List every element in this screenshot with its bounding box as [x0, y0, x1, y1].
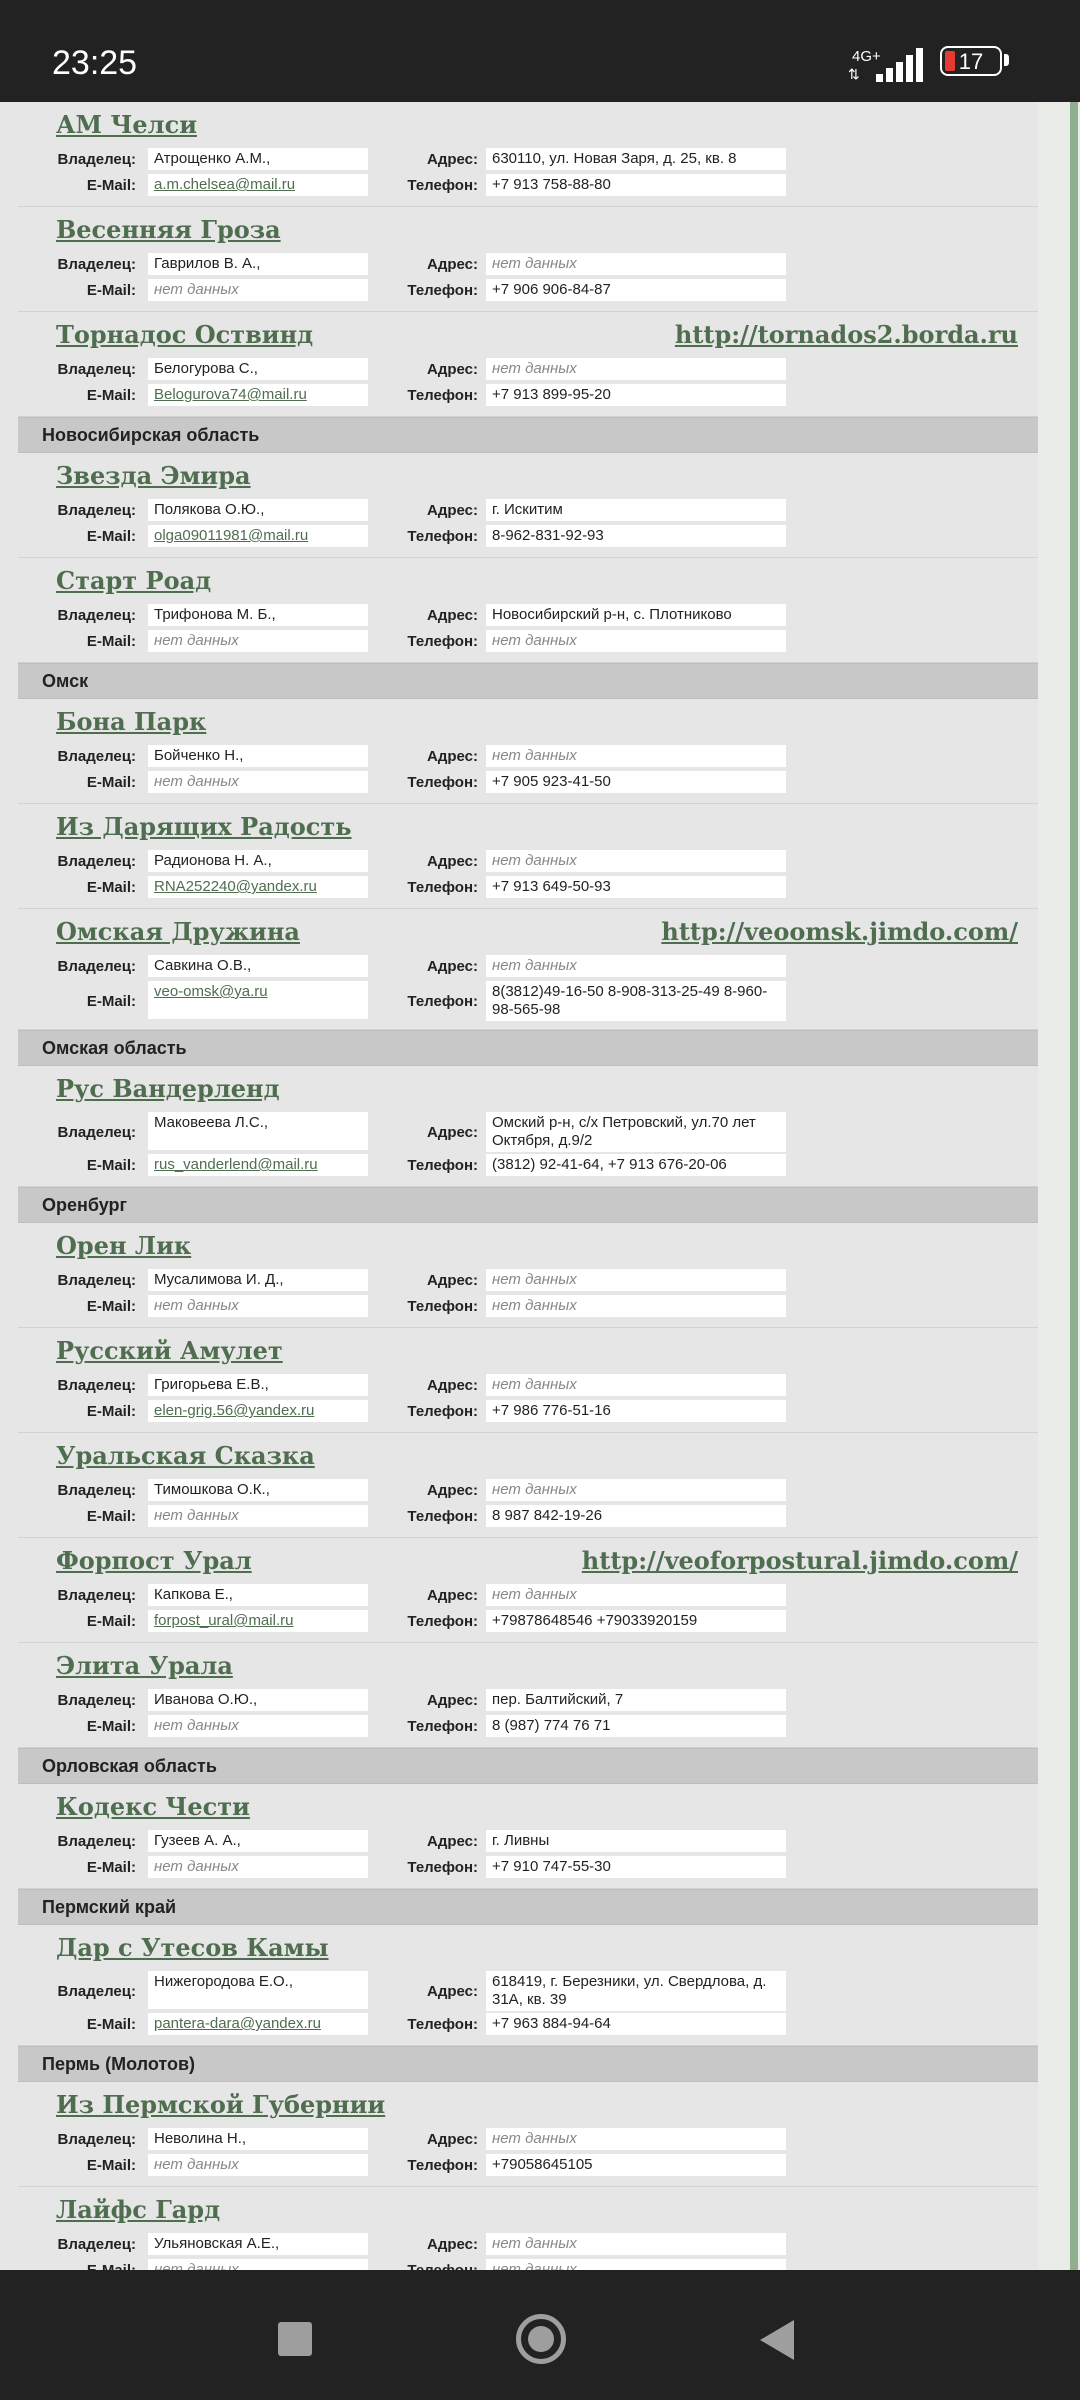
field-label: Владелец: [57, 502, 136, 519]
owner-value: Радионова Н. А., [148, 850, 368, 872]
field-row [18, 630, 1038, 654]
email-value: нет данных [148, 279, 368, 301]
address-value: нет данных [486, 1269, 786, 1291]
field-label: Телефон: [407, 879, 478, 896]
field-label: E-Mail: [86, 1859, 136, 1876]
field-row [18, 876, 1038, 900]
field-label: E-Mail: [86, 1157, 136, 1174]
email-value-link[interactable]: rus_vanderlend@mail.ru [154, 1156, 318, 1173]
email-value-link[interactable]: veo-omsk@ya.ru [154, 983, 268, 1000]
address-value: нет данных [486, 850, 786, 872]
kennel-title-row [18, 459, 1038, 497]
field-row [18, 1269, 1038, 1293]
kennel-title-row [18, 1439, 1038, 1477]
address-value: нет данных [486, 2233, 786, 2255]
field-row [18, 604, 1038, 628]
field-label: Адрес: [427, 1377, 478, 1394]
field-row [18, 2233, 1038, 2257]
field-label: Адрес: [427, 151, 478, 168]
field-label: E-Mail: [86, 2157, 136, 2174]
battery-icon [940, 46, 1002, 76]
field-label: Адрес: [427, 256, 478, 273]
phone-value: 8(3812)49-16-50 8-908-313-25-49 8-960-98-565-98 [486, 981, 786, 1021]
kennel-title-row [18, 1334, 1038, 1372]
address-value: г. Искитим [486, 499, 786, 521]
field-row [18, 1856, 1038, 1880]
field-label: Адрес: [427, 1482, 478, 1499]
field-label: Адрес: [427, 1124, 478, 1141]
kennel-name-link[interactable]: Из Дарящих Радость [56, 812, 352, 841]
field-row [18, 955, 1038, 979]
kennel-entry [18, 102, 1038, 207]
kennel-title-row [18, 1931, 1038, 1969]
field-label: Владелец: [57, 853, 136, 870]
owner-value: Нижегородова Е.О., [148, 1971, 368, 2009]
phone-value: +79058645105 [486, 2154, 786, 2176]
owner-value: Гаврилов В. А., [148, 253, 368, 275]
kennel-title-row [18, 1229, 1038, 1267]
address-value: нет данных [486, 1584, 786, 1606]
field-label: Телефон: [407, 1508, 478, 1525]
field-row [18, 148, 1038, 172]
field-label: Телефон: [407, 1718, 478, 1735]
back-button[interactable] [760, 2320, 794, 2360]
email-value-link[interactable]: olga09011981@mail.ru [154, 527, 309, 544]
email-value: нет данных [148, 630, 368, 652]
field-label: E-Mail: [86, 2016, 136, 2033]
field-label: Телефон: [407, 177, 478, 194]
phone-value: 8-962-831-92-93 [486, 525, 786, 547]
address-value: нет данных [486, 358, 786, 380]
address-value: нет данных [486, 1374, 786, 1396]
field-label: E-Mail: [86, 1718, 136, 1735]
field-row [18, 771, 1038, 795]
kennel-title-row [18, 2088, 1038, 2126]
field-label: Адрес: [427, 958, 478, 975]
address-value: нет данных [486, 253, 786, 275]
field-label: E-Mail: [86, 1613, 136, 1630]
field-label: Телефон: [407, 1298, 478, 1315]
address-value: нет данных [486, 955, 786, 977]
data-arrows-icon: ⇅ [848, 66, 860, 82]
region-header: Омская область [18, 1030, 1038, 1066]
kennel-title-row [18, 2193, 1038, 2231]
kennel-name-link[interactable]: АМ Челси [56, 110, 197, 139]
owner-value: Белогурова С., [148, 358, 368, 380]
kennel-website-link[interactable]: http://tornados2.borda.ru [674, 320, 1018, 349]
field-label: E-Mail: [86, 774, 136, 791]
field-label: E-Mail: [86, 1508, 136, 1525]
kennel-title-row [18, 318, 1038, 356]
kennel-entry [18, 1328, 1038, 1433]
kennel-website-link[interactable]: http://veoomsk.jimdo.com/ [661, 917, 1018, 946]
kennel-title-row [18, 108, 1038, 146]
email-value-link[interactable]: RNA252240@yandex.ru [154, 878, 317, 895]
field-label: Телефон: [407, 993, 478, 1010]
field-label: Владелец: [57, 1482, 136, 1499]
kennel-name-link[interactable]: Весенняя Гроза [56, 215, 281, 244]
address-value: г. Ливны [486, 1830, 786, 1852]
field-label: Адрес: [427, 748, 478, 765]
phone-value: +7 913 758-88-80 [486, 174, 786, 196]
kennel-entry [18, 909, 1038, 1030]
field-row [18, 2013, 1038, 2037]
email-value: нет данных [148, 1715, 368, 1737]
field-row [18, 525, 1038, 549]
field-row [18, 981, 1038, 1021]
address-value: Омский р-н, с/х Петровский, ул.70 лет Октября, д.9/2 [486, 1112, 786, 1152]
address-value: 618419, г. Березники, ул. Свердлова, д. 31А, кв. 39 [486, 1971, 786, 2011]
kennel-name-link[interactable]: Кодекс Чести [56, 1792, 250, 1821]
field-label: Адрес: [427, 607, 478, 624]
recent-apps-button[interactable] [278, 2322, 312, 2356]
owner-value: Мусалимова И. Д., [148, 1269, 368, 1291]
owner-value: Капкова Е., [148, 1584, 368, 1606]
phone-value: +7 963 884-94-64 [486, 2013, 786, 2035]
field-row [18, 174, 1038, 198]
field-row [18, 850, 1038, 874]
kennel-name-link[interactable]: Дар с Утесов Камы [56, 1933, 329, 1962]
email-value-link[interactable]: a.m.chelsea@mail.ru [154, 176, 296, 193]
kennel-entry [18, 2082, 1038, 2187]
kennel-entry [18, 804, 1038, 909]
email-value: нет данных [148, 1856, 368, 1878]
field-label: Владелец: [57, 958, 136, 975]
owner-value: Трифонова М. Б., [148, 604, 368, 626]
field-label: E-Mail: [86, 177, 136, 194]
kennel-name-link[interactable]: Бона Парк [56, 707, 207, 736]
field-label: E-Mail: [86, 387, 136, 404]
kennel-title-row [18, 1649, 1038, 1687]
field-label: E-Mail: [86, 879, 136, 896]
field-label: E-Mail: [86, 993, 136, 1010]
field-label: Адрес: [427, 1833, 478, 1850]
phone-value: 8 (987) 774 76 71 [486, 1715, 786, 1737]
kennel-name-link[interactable]: Торнадос Оствинд [56, 320, 314, 349]
field-label: Телефон: [407, 2016, 478, 2033]
field-row [18, 1400, 1038, 1424]
field-label: Владелец: [57, 1124, 136, 1141]
kennel-title-row [18, 213, 1038, 251]
field-row [18, 1374, 1038, 1398]
field-row [18, 2128, 1038, 2152]
field-label: Телефон: [407, 774, 478, 791]
phone-value: +7 913 649-50-93 [486, 876, 786, 898]
field-label: Телефон: [407, 387, 478, 404]
signal-strength-icon [876, 48, 926, 82]
field-row [18, 1610, 1038, 1634]
kennel-title-row [18, 705, 1038, 743]
email-value-link[interactable]: elen-grig.56@yandex.ru [154, 1402, 315, 1419]
kennel-entry [18, 1925, 1038, 2046]
field-label: Адрес: [427, 853, 478, 870]
field-row [18, 1584, 1038, 1608]
field-label: Владелец: [57, 256, 136, 273]
field-label: Телефон: [407, 2157, 478, 2174]
region-header: Омск [18, 663, 1038, 699]
email-value: нет данных [148, 2154, 368, 2176]
field-label: Адрес: [427, 2131, 478, 2148]
field-label: Владелец: [57, 1587, 136, 1604]
kennel-name-link[interactable]: Форпост Урал [56, 1546, 252, 1575]
kennel-name-link[interactable]: Омская Дружина [56, 917, 300, 946]
field-label: Телефон: [407, 1403, 478, 1420]
email-value: нет данных [148, 771, 368, 793]
field-row [18, 2154, 1038, 2178]
field-label: Владелец: [57, 2131, 136, 2148]
kennel-name-link[interactable]: Рус Вандерленд [56, 1074, 280, 1103]
field-row [18, 1295, 1038, 1319]
field-row [18, 1689, 1038, 1713]
field-row [18, 253, 1038, 277]
phone-value: +79878648546 +79033920159 [486, 1610, 786, 1632]
phone-value: +7 910 747-55-30 [486, 1856, 786, 1878]
kennel-name-link[interactable]: Лайфс Гард [56, 2195, 221, 2224]
kennel-title-row [18, 564, 1038, 602]
owner-value: Ульяновская А.Е., [148, 2233, 368, 2255]
field-label: Адрес: [427, 502, 478, 519]
kennel-name-link[interactable]: Уральская Сказка [56, 1441, 315, 1470]
field-label: Владелец: [57, 1692, 136, 1709]
phone-value: (3812) 92-41-64, +7 913 676-20-06 [486, 1154, 786, 1176]
kennel-name-link[interactable]: Элита Урала [56, 1651, 233, 1680]
breeders-list [18, 102, 1038, 2397]
email-value-link[interactable]: pantera-dara@yandex.ru [154, 2015, 321, 2032]
field-row [18, 1154, 1038, 1178]
kennel-title-row [18, 1072, 1038, 1110]
region-header: Орловская область [18, 1748, 1038, 1784]
address-value: нет данных [486, 745, 786, 767]
field-row [18, 1112, 1038, 1152]
field-label: Телефон: [407, 1859, 478, 1876]
field-label: E-Mail: [86, 1403, 136, 1420]
owner-value: Бойченко Н., [148, 745, 368, 767]
field-label: Владелец: [57, 1272, 136, 1289]
field-label: E-Mail: [86, 282, 136, 299]
region-header: Новосибирская область [18, 417, 1038, 453]
kennel-name-link[interactable]: Орен Лик [56, 1231, 192, 1260]
kennel-entry [18, 1066, 1038, 1187]
field-label: Телефон: [407, 528, 478, 545]
field-row [18, 745, 1038, 769]
kennel-entry [18, 1538, 1038, 1643]
network-type-label: 4G+ [852, 48, 881, 65]
status-icons [836, 44, 1036, 84]
field-label: Владелец: [57, 361, 136, 378]
navigation-bar [0, 2270, 1080, 2400]
field-label: Телефон: [407, 282, 478, 299]
address-value: 630110, ул. Новая Заря, д. 25, кв. 8 [486, 148, 786, 170]
phone-value: +7 913 899-95-20 [486, 384, 786, 406]
field-label: Владелец: [57, 2236, 136, 2253]
field-label: Адрес: [427, 2236, 478, 2253]
region-header: Пермский край [18, 1889, 1038, 1925]
kennel-entry [18, 699, 1038, 804]
field-label: Адрес: [427, 1272, 478, 1289]
field-label: Владелец: [57, 607, 136, 624]
field-label: Владелец: [57, 748, 136, 765]
field-row [18, 358, 1038, 382]
field-label: E-Mail: [86, 1298, 136, 1315]
field-label: Владелец: [57, 151, 136, 168]
owner-value: Атрощенко А.М., [148, 148, 368, 170]
owner-value: Тимошкова О.К., [148, 1479, 368, 1501]
owner-value: Неволина Н., [148, 2128, 368, 2150]
phone-value: нет данных [486, 630, 786, 652]
status-bar [0, 0, 1080, 102]
kennel-title-row [18, 810, 1038, 848]
email-value: нет данных [148, 1505, 368, 1527]
field-row [18, 384, 1038, 408]
owner-value: Иванова О.Ю., [148, 1689, 368, 1711]
phone-value: нет данных [486, 1295, 786, 1317]
field-label: Телефон: [407, 1157, 478, 1174]
owner-value: Полякова О.Ю., [148, 499, 368, 521]
phone-value: +7 905 923-41-50 [486, 771, 786, 793]
address-value: Новосибирский р-н, с. Плотниково [486, 604, 786, 626]
field-label: Адрес: [427, 1983, 478, 2000]
field-label: Адрес: [427, 1692, 478, 1709]
page-border-line [1070, 102, 1078, 2270]
kennel-entry [18, 558, 1038, 663]
field-label: Адрес: [427, 361, 478, 378]
kennel-title-row [18, 1790, 1038, 1828]
field-row [18, 279, 1038, 303]
region-header: Оренбург [18, 1187, 1038, 1223]
field-label: Телефон: [407, 633, 478, 650]
owner-value: Гузеев А. А., [148, 1830, 368, 1852]
address-value: нет данных [486, 1479, 786, 1501]
home-button[interactable] [516, 2314, 566, 2364]
field-row [18, 1715, 1038, 1739]
field-row [18, 1971, 1038, 2011]
email-value-link[interactable]: Belogurova74@mail.ru [154, 386, 307, 403]
field-label: E-Mail: [86, 633, 136, 650]
email-value-link[interactable]: forpost_ural@mail.ru [154, 1612, 294, 1629]
phone-value: 8 987 842-19-26 [486, 1505, 786, 1527]
web-page[interactable] [0, 102, 1080, 2270]
field-row [18, 1479, 1038, 1503]
kennel-name-link[interactable]: Старт Роад [56, 566, 212, 595]
battery-level: 17 [958, 49, 984, 74]
owner-value: Маковеева Л.С., [148, 1112, 368, 1150]
field-label: Телефон: [407, 1613, 478, 1630]
status-time: 23:25 [52, 44, 138, 82]
phone-value: +7 986 776-51-16 [486, 1400, 786, 1422]
kennel-name-link[interactable]: Из Пермской Губернии [56, 2090, 386, 2119]
kennel-website-link[interactable]: http://veoforpostural.jimdo.com/ [581, 1546, 1018, 1575]
kennel-entry [18, 312, 1038, 417]
kennel-name-link[interactable]: Звезда Эмира [56, 461, 251, 490]
kennel-entry [18, 1643, 1038, 1748]
owner-value: Савкина О.В., [148, 955, 368, 977]
field-label: Владелец: [57, 1983, 136, 2000]
kennel-entry [18, 1784, 1038, 1889]
kennel-entry [18, 1433, 1038, 1538]
field-label: E-Mail: [86, 528, 136, 545]
owner-value: Григорьева Е.В., [148, 1374, 368, 1396]
field-row [18, 1830, 1038, 1854]
field-row [18, 1505, 1038, 1529]
field-label: Владелец: [57, 1377, 136, 1394]
field-label: Владелец: [57, 1833, 136, 1850]
email-value: нет данных [148, 1295, 368, 1317]
kennel-entry [18, 453, 1038, 558]
kennel-entry [18, 1223, 1038, 1328]
kennel-entry [18, 207, 1038, 312]
address-value: нет данных [486, 2128, 786, 2150]
region-header: Пермь (Молотов) [18, 2046, 1038, 2082]
address-value: пер. Балтийский, 7 [486, 1689, 786, 1711]
field-label: Адрес: [427, 1587, 478, 1604]
phone-value: +7 906 906-84-87 [486, 279, 786, 301]
field-row [18, 499, 1038, 523]
kennel-name-link[interactable]: Русский Амулет [56, 1336, 283, 1365]
kennel-title-row [18, 915, 1038, 953]
kennel-title-row [18, 1544, 1038, 1582]
